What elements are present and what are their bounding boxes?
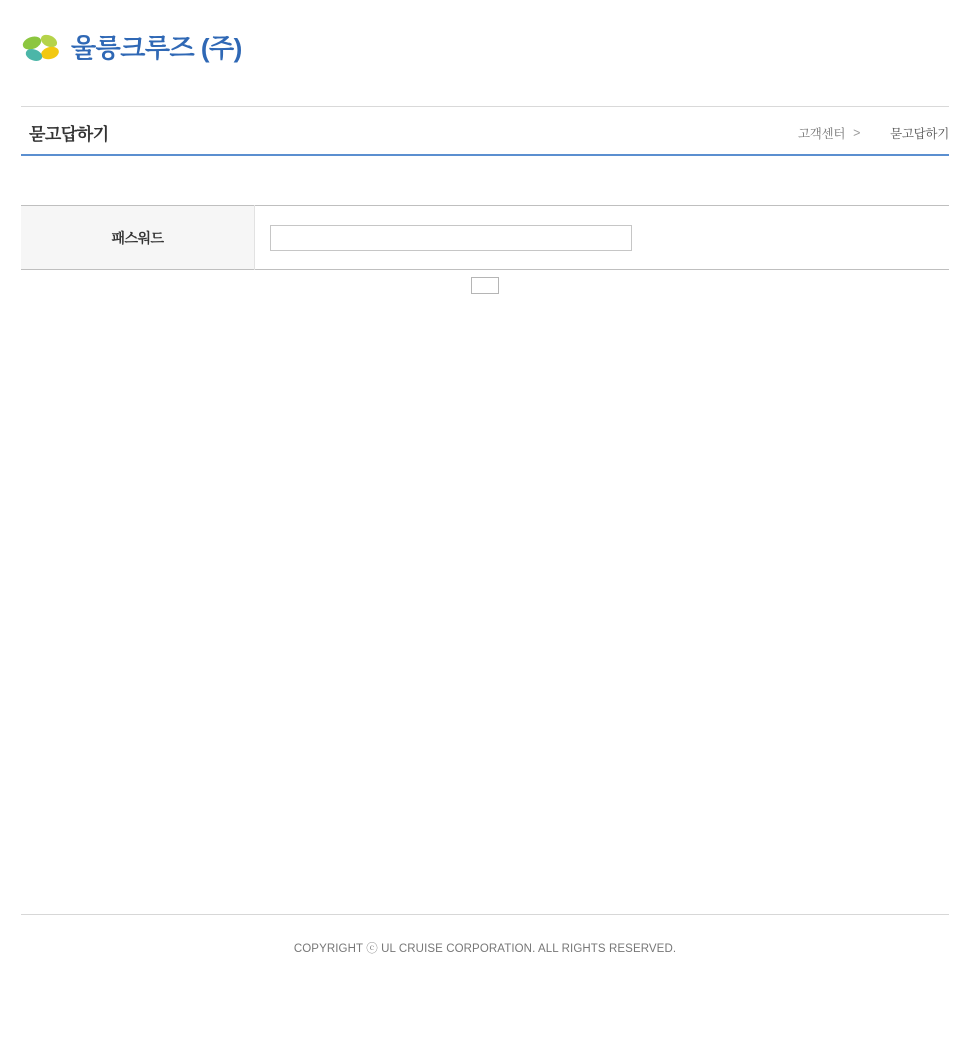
site-logo[interactable]: [21, 28, 242, 68]
site-logo-text: [71, 35, 242, 61]
confirm-button[interactable]: [471, 277, 499, 294]
site-footer: [21, 914, 949, 956]
logo-text-main: 울릉크루즈: [71, 33, 195, 63]
page-title: 묻고답하기: [29, 125, 109, 144]
password-input[interactable]: [270, 225, 632, 251]
breadcrumb-separator-icon: >: [853, 126, 861, 140]
pinwheel-flower-logo-icon: [21, 28, 61, 68]
main-content: [21, 156, 949, 294]
content-spacer: [21, 156, 949, 205]
site-header: [0, 0, 970, 106]
copyright-text: COPYRIGHT ⓒ UL CRUISE CORPORATION. ALL RIGHTS RESERVED.: [293, 943, 677, 955]
breadcrumb-parent[interactable]: 고객센터: [798, 127, 846, 141]
form-button-row: [21, 270, 949, 294]
password-field-cell: [255, 206, 950, 270]
password-label: 패스워드: [21, 206, 255, 270]
page-title-bar: [21, 106, 949, 156]
breadcrumb-current: 묻고답하기: [890, 127, 949, 141]
password-form-table: [21, 205, 949, 270]
breadcrumb: [798, 124, 949, 142]
table-row: [21, 206, 949, 270]
logo-text-sub: (주): [194, 33, 242, 63]
